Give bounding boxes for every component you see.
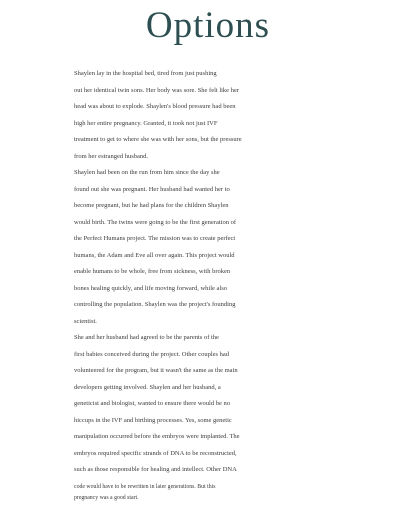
text-line: head was about to explode. Shaylen's blood pressure had been [74,103,236,110]
text-line: humans, the Adam and Eve all over again. This project would [74,251,235,259]
text-line: high her entire pregnancy. Granted, it took not just IVF [74,119,218,127]
text-line: found out she was pregnant. Her husband had wanted her to [74,185,230,193]
text-line: bones healing quickly, and life moving forward, while also [74,284,228,292]
text-line: pregnancy was a good start. [74,495,139,501]
text-line: the Perfect Humans project. The mission was to create perfect [74,235,236,242]
text-line: code would have to be rewritten in later generations. But this [74,483,216,490]
text-line: first babies conceived during the project. Other couples had [74,350,230,358]
text-line: treatment to get to where she was with her sons, but the pressure [74,136,242,143]
body-text [74,66,374,505]
chapter-title: Options [145,5,271,46]
text-line: become pregnant, but he had plans for the children Shaylen [74,202,229,209]
text-line: would birth. The twins were going to be the first generation of [74,218,236,226]
text-line: geneticist and biologist, wanted to ensure there would be no [74,400,230,407]
text-line: embryos required specific strands of DNA to be reconstructed, [74,449,237,457]
text-line: developers getting involved. Shaylen and her husband, a [74,383,221,391]
text-line: enable humans to be whole, free from sickness, with broken [74,268,231,275]
text-line: She and her husband had agreed to be the parents of the [74,334,219,341]
text-line: volunteered for the program, but it wasn't the same as the main [74,367,238,374]
text-line: such as those responsible for healing and intellect. Other DNA [74,466,237,473]
text-line: Shaylen had been on the run from him since the day she [74,169,220,176]
text-line: Shaylen lay in the hospital bed, tired from just pushing [74,70,217,77]
text-line: scientist. [74,317,97,325]
text-line: manipulation occurred before the embryos were implanted. The [74,433,240,440]
text-line: out her identical twin sons. Her body was sore. She felt like her [74,86,239,94]
text-line: hiccups in the IVF and birthing processes. Yes, some genetic [74,416,232,424]
text-line: from her estranged husband. [74,152,149,160]
text-line: controlling the population. Shaylen was the project's founding [74,301,236,308]
